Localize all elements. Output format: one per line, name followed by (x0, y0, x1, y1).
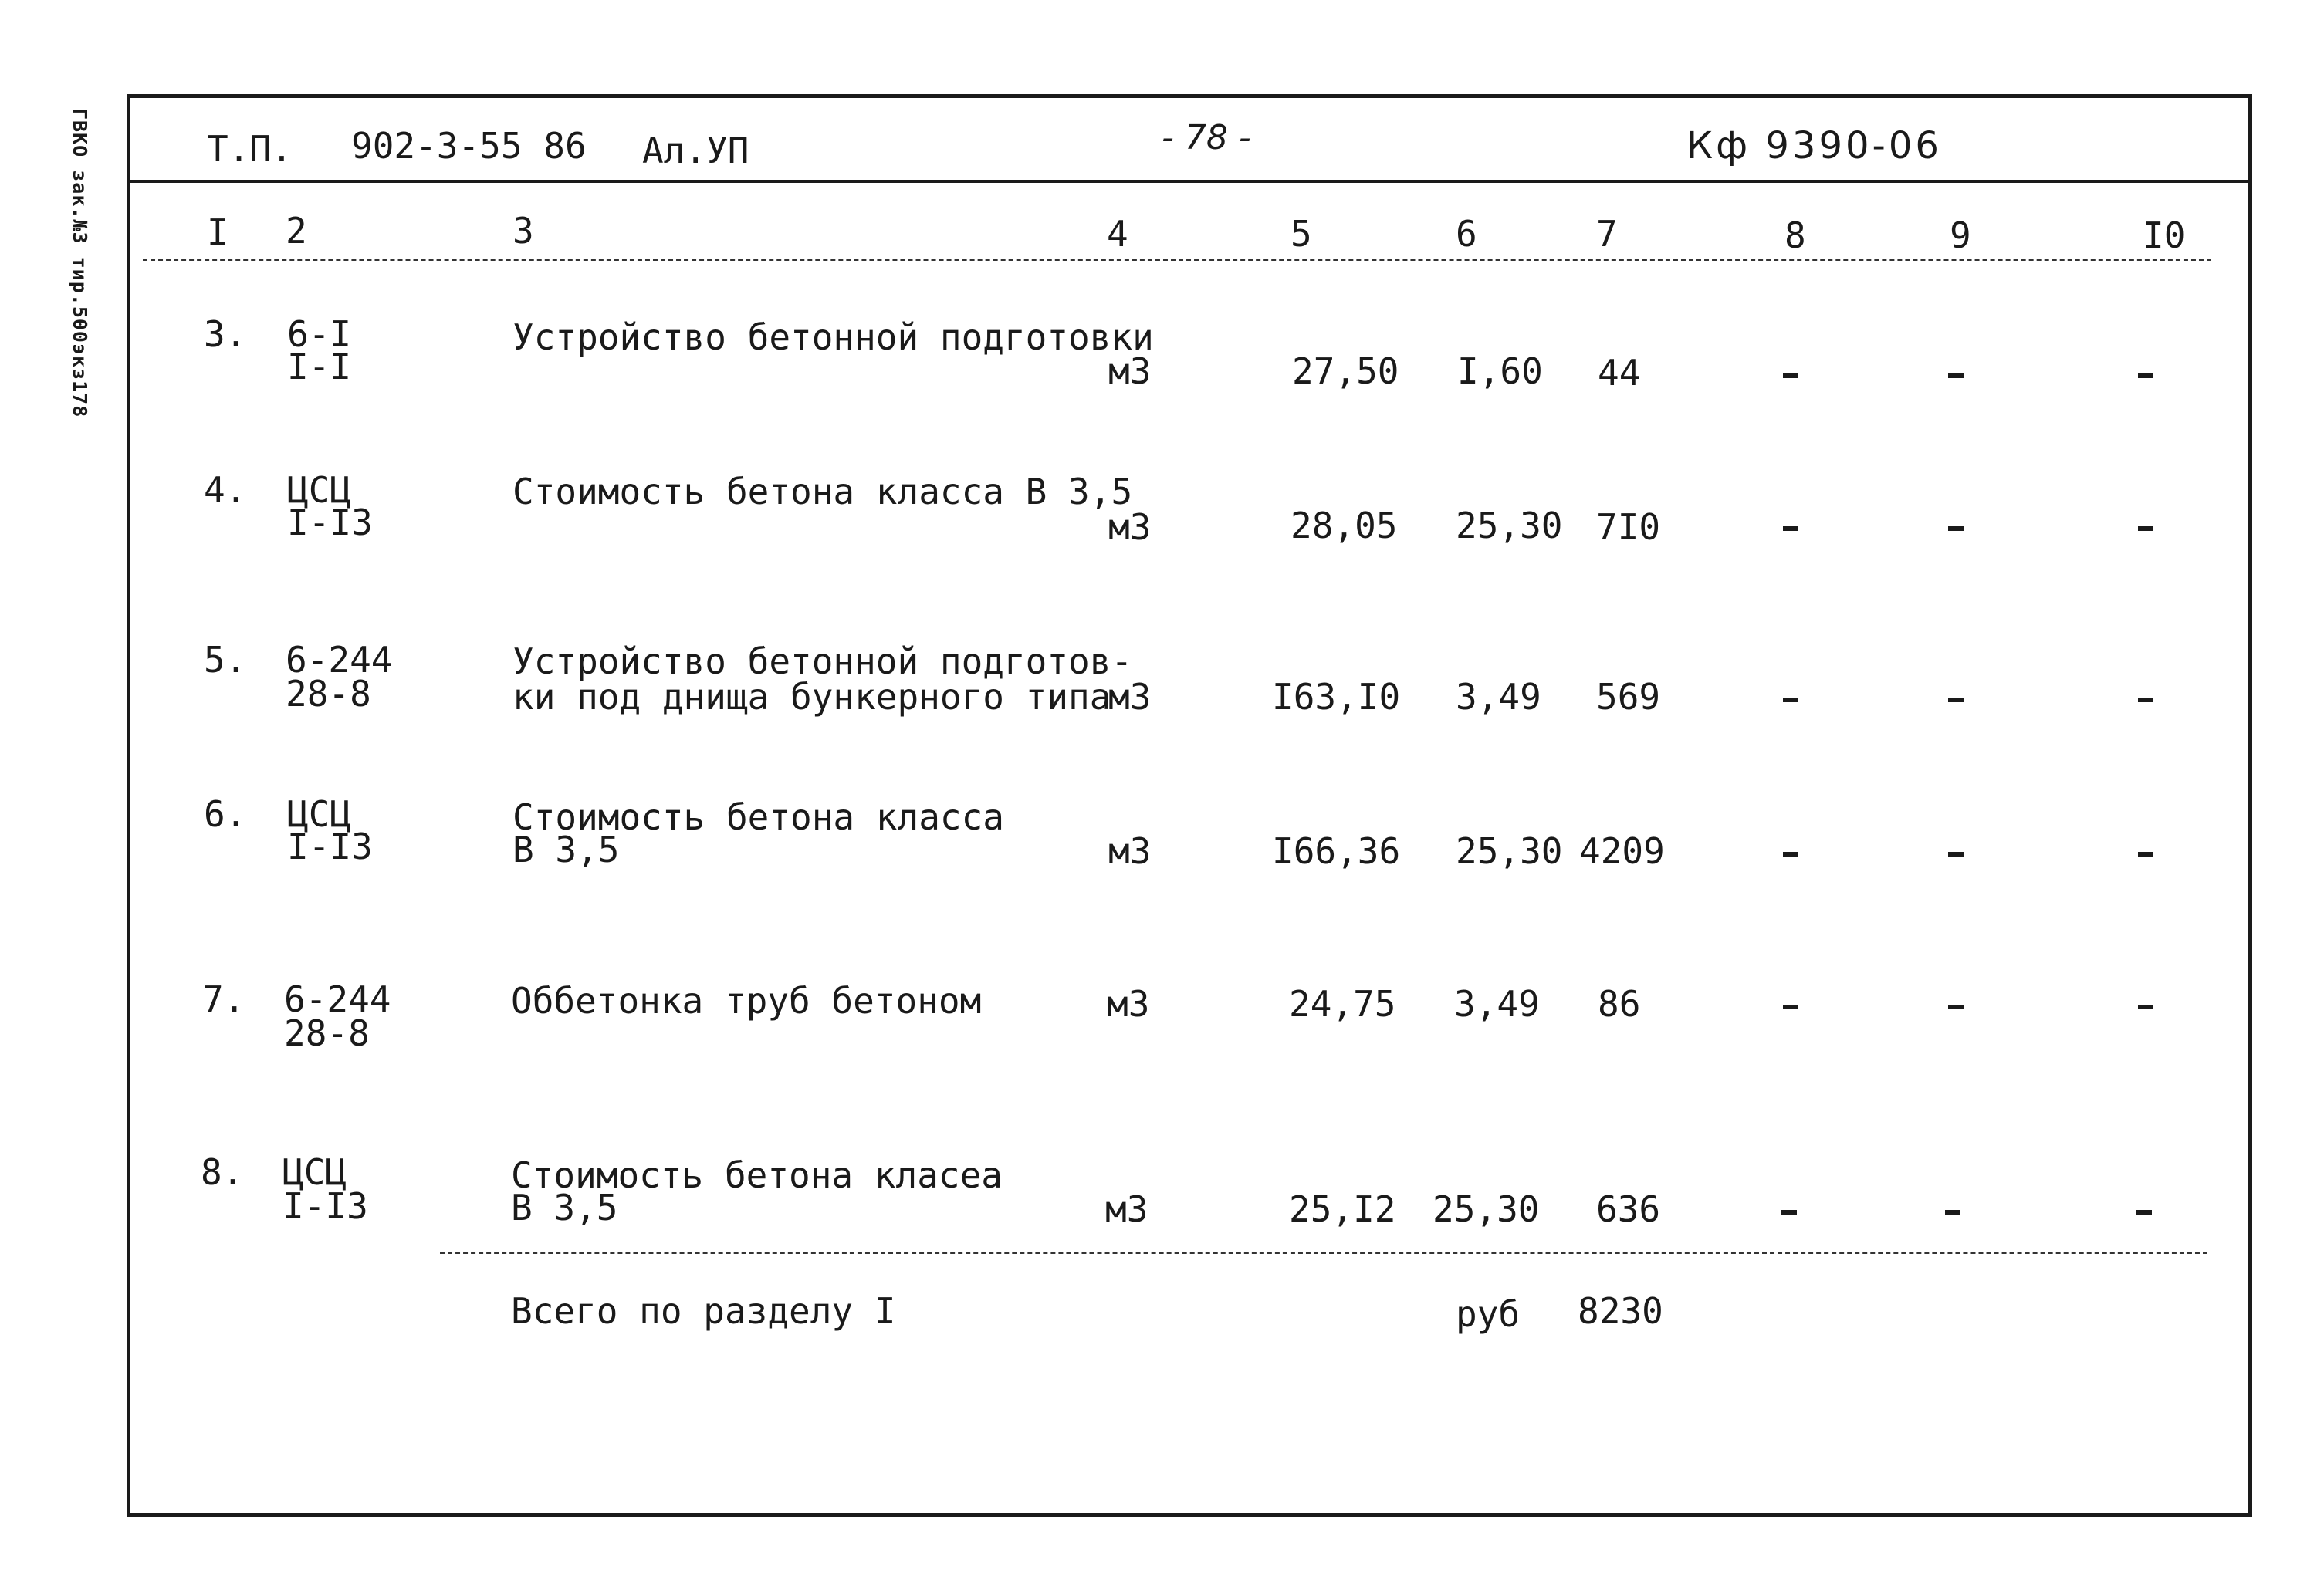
row-code-line: ЦСЦ (282, 1151, 347, 1193)
row-col8-dash (1783, 526, 1798, 531)
row-description: Стоимость бетона класеа (511, 1154, 1003, 1196)
header-album: Ал.УП (642, 130, 749, 171)
row-unit: м3 (1107, 983, 1150, 1025)
summary-unit: руб (1456, 1293, 1521, 1335)
row-code-line: 6-244 (284, 978, 391, 1020)
row-col9-dash (1948, 1005, 1964, 1009)
row-description: В 3,5 (512, 829, 620, 870)
row-unit: м3 (1108, 506, 1152, 548)
column-number-2: 2 (286, 210, 307, 252)
row-number: 6. (204, 793, 247, 835)
row-quantity: 27,50 (1292, 350, 1399, 392)
row-quantity: 25,I2 (1289, 1188, 1396, 1230)
column-number-1: I (207, 211, 228, 253)
row-col8-dash (1783, 852, 1798, 857)
row-code-line: ЦСЦ (287, 469, 352, 511)
row-total: 4209 (1579, 830, 1665, 872)
column-number-4: 4 (1107, 213, 1128, 255)
row-quantity: I63,I0 (1272, 676, 1401, 718)
row-description: Стоимость бетона класса (512, 796, 1004, 838)
column-number-5: 5 (1291, 213, 1312, 255)
row-total: 569 (1596, 676, 1661, 718)
row-total: 636 (1596, 1188, 1661, 1230)
side-stamp-text: ГВКО зак.№3 тир.500экз178 (69, 108, 91, 418)
header-project: 902-3-55 86 (351, 125, 587, 167)
row-col10-dash (2136, 1210, 2152, 1215)
row-code-line: 6-244 (286, 639, 393, 681)
row-number: 5. (204, 639, 247, 681)
side-stamp (60, 108, 107, 509)
column-number-10: I0 (2143, 215, 2186, 256)
row-unit-price: 3,49 (1456, 676, 1541, 718)
row-number: 7. (202, 978, 245, 1020)
row-code-line: I-I (287, 346, 352, 387)
row-col9-dash (1948, 698, 1964, 702)
row-total: 86 (1598, 983, 1641, 1025)
row-unit-price: 3,49 (1454, 983, 1540, 1025)
header-divider (127, 180, 2252, 183)
summary-label: Всего по разделу I (511, 1290, 896, 1332)
row-number: 4. (204, 469, 247, 511)
row-unit: м3 (1108, 830, 1152, 872)
row-col10-dash (2138, 852, 2153, 857)
row-unit: м3 (1108, 676, 1152, 718)
row-total: 44 (1598, 352, 1641, 394)
header-tp: Т.П. (207, 128, 293, 170)
page-frame (127, 94, 2252, 1517)
row-code-line: I-I3 (287, 502, 373, 543)
row-description: Устройство бетонной подготовки (512, 316, 1154, 358)
header-page-number: - 78 - (1162, 118, 1251, 157)
row-description: Устройство бетонной подготов- (512, 640, 1133, 682)
row-number: 3. (204, 313, 247, 355)
row-unit-price: 25,30 (1456, 505, 1563, 546)
column-number-9: 9 (1950, 215, 1971, 256)
column-number-7: 7 (1596, 213, 1618, 255)
total-divider (440, 1252, 2207, 1254)
row-unit-price: 25,30 (1456, 830, 1563, 872)
row-code-line: 6-I (287, 313, 352, 355)
row-col8-dash (1783, 698, 1798, 702)
row-col10-dash (2138, 698, 2153, 702)
row-col10-dash (2138, 1005, 2153, 1009)
row-unit: м3 (1105, 1188, 1148, 1230)
row-description: Стоимость бетона класса В 3,5 (512, 471, 1133, 512)
column-number-divider (143, 259, 2211, 261)
row-code-line: I-I3 (287, 826, 373, 867)
row-col8-dash (1783, 373, 1798, 378)
row-col10-dash (2138, 526, 2153, 531)
row-code-line: 28-8 (286, 673, 371, 715)
row-unit: м3 (1108, 350, 1152, 392)
row-code-line: ЦСЦ (287, 793, 352, 835)
column-number-6: 6 (1456, 213, 1477, 255)
row-col10-dash (2138, 373, 2153, 378)
row-col9-dash (1948, 852, 1964, 857)
header-document-code: Кф 9390-06 (1686, 124, 1942, 167)
row-col9-dash (1945, 1210, 1960, 1215)
row-col9-dash (1948, 526, 1964, 531)
row-code-line: 28-8 (284, 1012, 370, 1054)
column-number-3: 3 (512, 210, 534, 252)
row-description: ки под днища бункерного типа (512, 676, 1111, 718)
summary-total: 8230 (1578, 1290, 1663, 1332)
row-code-line: I-I3 (282, 1185, 368, 1227)
row-unit-price: I,60 (1457, 350, 1543, 392)
row-quantity: 24,75 (1289, 983, 1396, 1025)
row-col8-dash (1781, 1210, 1797, 1215)
row-number: 8. (201, 1151, 244, 1193)
row-description: Оббетонка труб бетоном (511, 980, 982, 1022)
row-description: В 3,5 (511, 1187, 618, 1228)
row-quantity: 28,05 (1291, 505, 1398, 546)
row-col9-dash (1948, 373, 1964, 378)
row-total: 7I0 (1596, 506, 1661, 548)
column-number-8: 8 (1784, 215, 1806, 256)
row-col8-dash (1783, 1005, 1798, 1009)
row-quantity: I66,36 (1272, 830, 1401, 872)
row-unit-price: 25,30 (1433, 1188, 1540, 1230)
